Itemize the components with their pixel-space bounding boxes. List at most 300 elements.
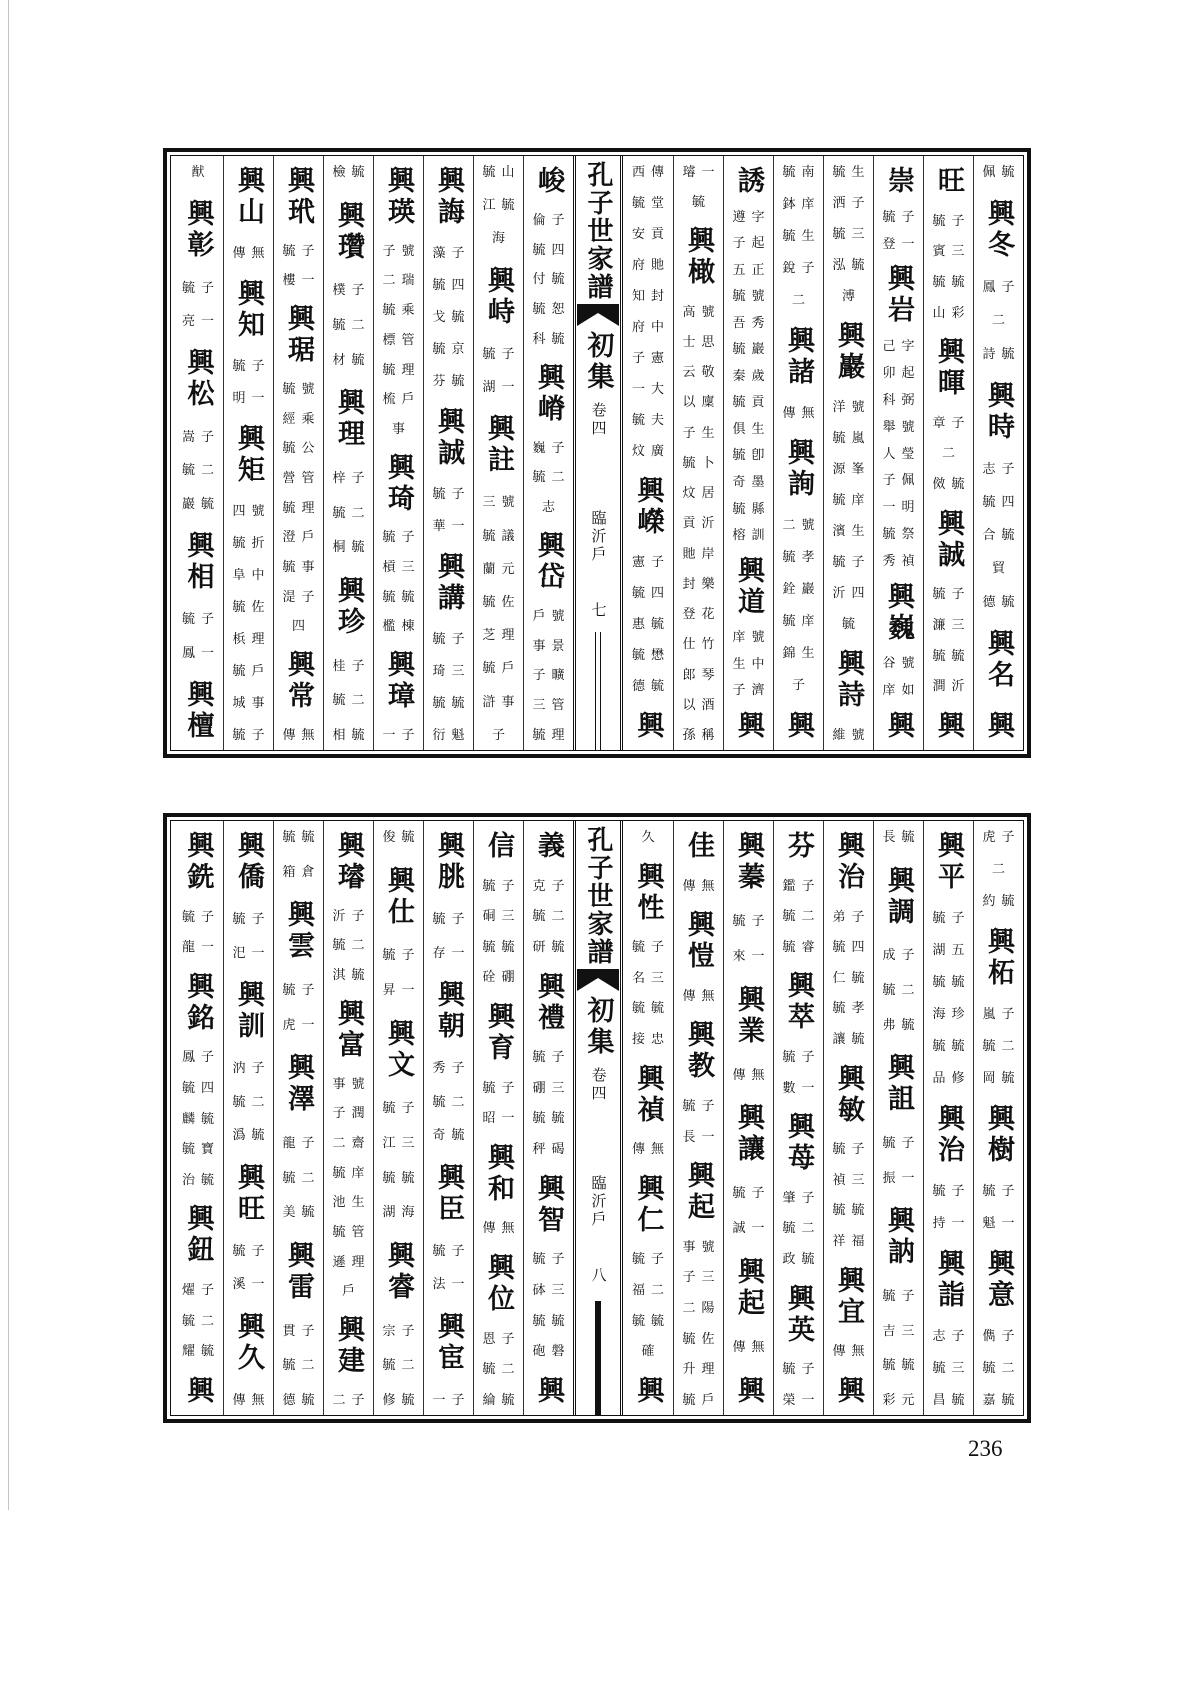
entry-name: 興 — [933, 710, 964, 742]
entry-note: 毓堂 — [631, 196, 670, 211]
entry-note: 毓卽 — [732, 448, 771, 464]
entry-note: 池生 — [332, 1195, 371, 1211]
entry-note: 洒子 — [832, 196, 871, 211]
entry-note: 二 — [941, 446, 961, 462]
entry-name: 興樹 — [983, 1104, 1014, 1166]
entry-note: 毓理 — [382, 362, 421, 378]
entry-note: 美毓 — [282, 1205, 321, 1221]
entry-note: 湖一 — [482, 380, 521, 396]
entry-name: 興岱 — [533, 530, 564, 593]
entry-name: 興銘 — [182, 971, 214, 1034]
entry-note: 毓戶 — [232, 664, 271, 679]
entry-note: 硐三 — [482, 909, 521, 925]
entry-name: 興巍 — [883, 581, 914, 644]
book-title: 孔子世家譜 — [583, 161, 613, 301]
column-left-2 — [473, 821, 523, 1415]
entry-note: 子濟 — [732, 683, 771, 699]
entry-note: 璿一 — [682, 165, 721, 180]
entry-note: 桐毓 — [332, 540, 371, 556]
entry-note: 宗子 — [382, 1323, 421, 1339]
entry-note: 毓子 — [932, 1184, 971, 1199]
entry-note: 法一 — [432, 1277, 471, 1293]
entry-note: 安貢 — [631, 227, 670, 242]
column-left-3 — [423, 821, 473, 1415]
entry-name: 崇 — [883, 166, 914, 197]
entry-note: 相毓 — [332, 727, 371, 743]
column-left-7 — [223, 821, 273, 1415]
entry-note: 傳無 — [732, 1340, 771, 1356]
entry-note: 毓四 — [181, 1081, 220, 1097]
entry-note: 登一 — [882, 236, 921, 252]
entry-name: 興治 — [933, 1104, 964, 1166]
entry-name: 興苺 — [783, 1112, 814, 1175]
entry-note: 毓三 — [832, 227, 871, 242]
entry-note: 華一 — [432, 519, 471, 534]
entry-note: 傳無 — [232, 246, 271, 261]
entry-note: 戶 — [341, 1284, 361, 1300]
entry-note: 長毓 — [882, 830, 921, 845]
scan-edge-line — [8, 0, 9, 1510]
entry-name: 興起 — [683, 1161, 714, 1224]
entry-note: 秦歲 — [732, 368, 771, 384]
entry-name: 興萃 — [783, 971, 814, 1034]
entry-note: 志 — [541, 500, 561, 516]
entry-note: 西傳 — [631, 165, 670, 180]
entry-note: 檢毓 — [332, 165, 371, 180]
panel-frame — [170, 820, 1024, 1416]
entry-name: 興讓 — [733, 1103, 764, 1166]
column-left-6 — [273, 821, 323, 1415]
entry-note: 毓號 — [282, 381, 321, 397]
entry-name: 興睿 — [383, 1240, 414, 1303]
entry-name: 興澤 — [283, 1053, 314, 1116]
entry-note: 毓生 — [782, 228, 821, 244]
entry-note: 源峯 — [832, 462, 871, 477]
entry-note: 毓公 — [282, 441, 321, 457]
entry-name: 興 — [632, 1375, 664, 1407]
entry-note: 名三 — [631, 970, 670, 986]
entry-name: 興朓 — [433, 831, 464, 893]
entry-name: 興誠 — [933, 508, 964, 571]
entry-note: 傚毓 — [932, 477, 971, 493]
entry-note: 毓二 — [782, 1221, 821, 1237]
entry-note: 毓子 — [682, 1099, 721, 1115]
entry-note: 營管 — [282, 470, 321, 486]
entry-name: 興橄 — [683, 226, 714, 289]
entry-note: 毓子 — [432, 912, 471, 928]
entry-name: 興 — [833, 1375, 864, 1407]
entry-note: 毓號 — [732, 289, 771, 305]
entry-note: 毓二 — [282, 1170, 321, 1186]
entry-note: 毓子 — [282, 982, 321, 998]
entry-name: 興 — [632, 711, 664, 742]
entry-note: 鑑子 — [782, 878, 821, 894]
center-title-column — [573, 821, 623, 1415]
entry-note: 湖五 — [932, 943, 971, 958]
entry-note: 奇墨 — [732, 475, 771, 491]
entry-note: 毓二 — [181, 463, 220, 479]
entry-note: 高號 — [682, 304, 721, 320]
entry-note: 毓二 — [982, 1039, 1021, 1054]
entry-note: 惠毓 — [631, 617, 670, 632]
entry-note: 琦三 — [432, 664, 471, 679]
entry-name: 興意 — [983, 1249, 1014, 1311]
entry-note: 汜一 — [232, 945, 271, 961]
column-left-1 — [523, 821, 573, 1415]
entry-note: 標管 — [382, 332, 421, 348]
entry-note: 志子 — [932, 1329, 971, 1344]
entry-note: 登花 — [682, 607, 721, 623]
column-right-1 — [973, 156, 1023, 750]
entry-note: 子曠 — [532, 668, 571, 684]
entry-note: 湜子 — [282, 589, 321, 605]
entry-name: 興 — [783, 710, 814, 742]
entry-name: 興愷 — [683, 910, 714, 973]
entry-note: 治毓 — [181, 1172, 220, 1188]
entry-note: 澗沂 — [932, 679, 971, 695]
entry-name: 興文 — [383, 1018, 414, 1081]
entry-note: 毓佐 — [482, 595, 521, 611]
volume-label: 卷四 — [589, 402, 608, 438]
entry-note: 郎琴 — [682, 667, 721, 683]
folio-number: 七 — [589, 602, 608, 620]
column-right-5 — [773, 821, 823, 1415]
entry-note: 升理 — [682, 1362, 721, 1378]
entry-note: 毓二 — [982, 1361, 1021, 1376]
column-right-4 — [823, 156, 873, 750]
entry-note: 毓子 — [732, 913, 771, 929]
entry-note: 克子 — [532, 878, 571, 894]
entry-note: 府貤 — [631, 258, 670, 273]
column-right-8 — [623, 821, 673, 1415]
entry-note: 祥福 — [832, 1234, 871, 1250]
entry-note: 貢沂 — [682, 516, 721, 532]
entry-note: 毓二 — [382, 1358, 421, 1374]
entry-note: 毓孝 — [832, 1001, 871, 1017]
entry-name: 興敏 — [833, 1063, 864, 1126]
entry-note: 毓毓 — [631, 1313, 670, 1329]
entry-note: 毓乘 — [382, 303, 421, 319]
genealogy-panel-top — [163, 148, 1031, 758]
entry-note: 經乘 — [282, 411, 321, 427]
entry-note: 榮一 — [782, 1392, 821, 1408]
entry-note: 傳無 — [782, 405, 821, 421]
entry-name: 興 — [733, 1375, 764, 1407]
entry-name: 興詛 — [883, 1053, 914, 1116]
entry-note: 毓二 — [332, 505, 371, 521]
entry-note: 俱生 — [732, 421, 771, 437]
entry-note: 子佩 — [882, 473, 921, 489]
entry-note: 虎一 — [282, 1017, 321, 1033]
entry-note: 長一 — [682, 1129, 721, 1145]
entry-note: 以廩 — [682, 395, 721, 411]
entry-note: 洋號 — [832, 400, 871, 415]
entry-note: 毓卜 — [682, 455, 721, 471]
entry-note: 子生 — [682, 425, 721, 441]
entry-note: 一大 — [631, 382, 670, 397]
entry-note: 毓京 — [432, 342, 471, 357]
entry-note: 毓毓 — [932, 1039, 971, 1054]
column-right-5 — [773, 156, 823, 750]
entry-note: 事景 — [532, 638, 571, 654]
entry-note: 毓毓 — [432, 696, 471, 711]
entry-note: 毓巖 — [732, 342, 771, 358]
entry-note: 知封 — [631, 289, 670, 304]
entry-note: 猷 — [191, 165, 211, 180]
entry-note: 毓子 — [832, 1142, 871, 1158]
entry-name: 興富 — [333, 998, 364, 1061]
entry-note: 巖毓 — [181, 496, 220, 512]
entry-note: 藻子 — [432, 246, 471, 261]
entry-note: 讓毓 — [832, 1032, 871, 1048]
entry-note: 毓毓 — [532, 1313, 571, 1329]
entry-note: 肇子 — [782, 1190, 821, 1206]
entry-note: 毓四 — [432, 278, 471, 293]
entry-note: 貿 — [991, 561, 1011, 577]
entry-note: 二齋 — [332, 1135, 371, 1151]
entry-note: 毓祭 — [882, 526, 921, 542]
entry-note: 毓二 — [282, 1358, 321, 1374]
column-left-8 — [173, 821, 223, 1415]
entry-name: 芬 — [783, 831, 814, 862]
entry-note: 毓毓 — [282, 830, 321, 845]
entry-note: 毓三 — [932, 1361, 971, 1376]
entry-name: 佳 — [683, 831, 714, 862]
entry-note: 戶號 — [532, 608, 571, 624]
entry-note: 品修 — [932, 1071, 971, 1086]
entry-note: 接忠 — [631, 1032, 670, 1048]
entry-name: 興朝 — [433, 980, 464, 1043]
entry-name: 興育 — [483, 1002, 514, 1065]
entry-name: 興禎 — [632, 1063, 664, 1126]
column-right-2 — [923, 156, 973, 750]
entry-name: 興宦 — [433, 1311, 464, 1374]
entry-note: 毓子 — [882, 1135, 921, 1151]
entry-name: 興禮 — [533, 971, 564, 1034]
entry-name: 興嶸 — [632, 476, 664, 538]
entry-note: 潙毓 — [232, 1128, 271, 1144]
entry-note: 云敬 — [682, 365, 721, 381]
entry-note: 子起 — [732, 236, 771, 252]
entry-note: 二 — [991, 313, 1011, 329]
entry-note: 虎子 — [982, 830, 1021, 845]
entry-note: 龍一 — [181, 940, 220, 956]
entry-name: 興 — [983, 710, 1014, 742]
volume-label: 卷四 — [589, 1067, 608, 1103]
entry-note: 賓三 — [932, 244, 971, 260]
entry-note: 毓議 — [482, 528, 521, 544]
entry-note: 二號 — [782, 518, 821, 534]
entry-note: 恩子 — [482, 1331, 521, 1347]
entry-name: 興宜 — [833, 1265, 864, 1328]
entry-note: 憲子 — [631, 555, 670, 570]
entry-note: 毓二 — [332, 317, 371, 333]
entry-name: 興旺 — [233, 1162, 264, 1225]
entry-note: 孫稱 — [682, 727, 721, 743]
entry-note: 事號 — [682, 1239, 721, 1255]
entry-note: 毓子 — [932, 213, 971, 229]
entry-name: 興訥 — [883, 1206, 914, 1269]
entry-note: 存一 — [432, 945, 471, 961]
entry-note: 樸子 — [332, 283, 371, 299]
entry-note: 毓子 — [631, 940, 670, 956]
entry-note: 昇一 — [382, 982, 421, 998]
entry-note: 江三 — [382, 1135, 421, 1151]
entry-note: 梓子 — [332, 470, 371, 486]
entry-note: 毓南 — [782, 165, 821, 180]
column-left-6 — [273, 156, 323, 750]
entry-note: 城事 — [232, 696, 271, 711]
entry-note: 四號 — [232, 504, 271, 519]
fold-line — [595, 632, 601, 750]
entry-note: 巍子 — [532, 440, 571, 456]
entry-note: 付毓 — [532, 272, 571, 288]
column-left-8 — [173, 156, 223, 750]
entry-note: 毓折 — [232, 536, 271, 551]
entry-note: 毓 — [691, 195, 711, 211]
collection-label: 初集 — [582, 996, 614, 1058]
entry-note: 一子 — [432, 1392, 471, 1408]
entry-note: 毓毓 — [532, 1111, 571, 1127]
entry-note: 府中 — [631, 320, 670, 335]
entry-note: 汭子 — [232, 1061, 271, 1077]
entry-note: 炆居 — [682, 486, 721, 502]
entry-note: 明一 — [232, 391, 271, 406]
entry-note: 毓佐 — [232, 600, 271, 615]
page-number: 236 — [968, 1436, 1003, 1461]
entry-note: 遵字 — [732, 209, 771, 225]
entry-note: 生中 — [732, 656, 771, 672]
column-right-1 — [973, 821, 1023, 1415]
entry-note: 志子 — [982, 461, 1021, 477]
entry-note: 毓睿 — [782, 939, 821, 955]
entry-name: 興常 — [283, 650, 314, 713]
entry-note: 毓子 — [181, 909, 220, 925]
entry-note: 庠號 — [732, 630, 771, 646]
entry-note: 銓巖 — [782, 582, 821, 598]
entry-name: 興臣 — [433, 1162, 464, 1225]
entry-note: 嘉毓 — [982, 1393, 1021, 1408]
column-right-8 — [623, 156, 673, 750]
entry-note: 毓子 — [482, 346, 521, 362]
entry-note: 鉢庠 — [782, 196, 821, 212]
column-left-5 — [323, 821, 373, 1415]
entry-note: 毓子 — [432, 1243, 471, 1259]
entry-note: 毓二 — [232, 1094, 271, 1110]
entry-name: 興柘 — [983, 927, 1014, 989]
column-left-2 — [473, 156, 523, 750]
entry-note: 封樂 — [682, 576, 721, 592]
column-right-3 — [873, 821, 923, 1415]
entry-name: 興 — [533, 1375, 564, 1407]
entry-name: 興雷 — [283, 1240, 314, 1303]
entry-note: 淇毓 — [332, 968, 371, 984]
entry-note: 毓生 — [832, 165, 871, 180]
entry-note: 毓子 — [832, 555, 871, 570]
entry-note: 一明 — [882, 500, 921, 516]
entry-note: 戈毓 — [432, 310, 471, 325]
entry-name: 興誨 — [433, 166, 464, 228]
fishtail-mark-icon — [577, 969, 619, 991]
entry-note: 遜理 — [332, 1254, 371, 1270]
entry-name: 興平 — [933, 831, 964, 893]
entry-note: 阜中 — [232, 568, 271, 583]
entry-note: 毓二 — [782, 909, 821, 925]
entry-note: 沂子 — [332, 908, 371, 924]
entry-note: 山彩 — [932, 305, 971, 321]
entry-note: 濂三 — [932, 618, 971, 634]
entry-note: 昭一 — [482, 1111, 521, 1127]
entry-note: 毓夫 — [631, 413, 670, 428]
entry-note: 毓佐 — [682, 1331, 721, 1347]
entry-name: 興蓁 — [733, 831, 764, 893]
entry-note: 毓子 — [732, 1186, 771, 1202]
entry-name: 興詢 — [783, 438, 814, 501]
entry-note: 毓 — [841, 617, 861, 632]
entry-name: 興訓 — [233, 980, 264, 1043]
entry-name: 興璿 — [333, 831, 364, 893]
entry-note: 硼三 — [532, 1080, 571, 1096]
entry-note: 五正 — [732, 262, 771, 278]
entry-note: 嵐子 — [982, 1007, 1021, 1022]
entry-name: 興仁 — [632, 1173, 664, 1236]
entry-name: 峻 — [533, 166, 564, 197]
entry-name: 興治 — [833, 831, 864, 893]
entry-note: 子 — [791, 677, 811, 693]
entry-note: 梳戶 — [382, 392, 421, 408]
entry-note: 仕竹 — [682, 637, 721, 653]
entry-note: 子憲 — [631, 351, 670, 366]
entry-note: 科毓 — [532, 331, 571, 347]
entry-note: 錦生 — [782, 646, 821, 662]
entry-note: 毓毓 — [382, 1170, 421, 1186]
entry-note: 毓毓 — [832, 1203, 871, 1219]
entry-note: 毓庠 — [332, 1165, 371, 1181]
entry-note: 岡毓 — [982, 1071, 1021, 1086]
entry-note: 毓子 — [382, 1101, 421, 1117]
household-label: 臨沂戶 — [589, 510, 608, 564]
entry-note: 科弼 — [882, 392, 921, 408]
entry-note: 銳子 — [782, 260, 821, 276]
entry-note: 毓子 — [232, 728, 271, 743]
entry-note: 鳳一 — [181, 645, 220, 661]
entry-note: 濱生 — [832, 524, 871, 539]
column-right-4 — [823, 821, 873, 1415]
entry-note: 材毓 — [332, 352, 371, 368]
entry-note: 佩毓 — [982, 165, 1021, 180]
entry-note: 龍子 — [282, 1135, 321, 1151]
entry-note: 秀禎 — [882, 553, 921, 569]
entry-name: 興講 — [433, 552, 464, 614]
entry-name: 興名 — [983, 628, 1014, 691]
entry-note: 湖海 — [382, 1205, 421, 1221]
entry-note: 毓毓 — [932, 648, 971, 664]
entry-note: 確 — [641, 1344, 661, 1360]
entry-note: 持一 — [932, 1216, 971, 1231]
entry-note: 禎三 — [832, 1172, 871, 1188]
entry-note: 綸毓 — [482, 1392, 521, 1408]
entry-note: 事 — [391, 421, 411, 437]
entry-name: 興松 — [182, 348, 214, 411]
entry-note: 芝理 — [482, 628, 521, 644]
column-left-4 — [373, 821, 423, 1415]
center-title-column — [573, 156, 623, 750]
entry-name: 旺 — [933, 166, 964, 197]
genealogy-panel-bottom — [163, 813, 1031, 1423]
entry-note: 弗毓 — [882, 1017, 921, 1033]
entry-note: 維號 — [832, 728, 871, 743]
entry-note: 毓子 — [282, 243, 321, 259]
